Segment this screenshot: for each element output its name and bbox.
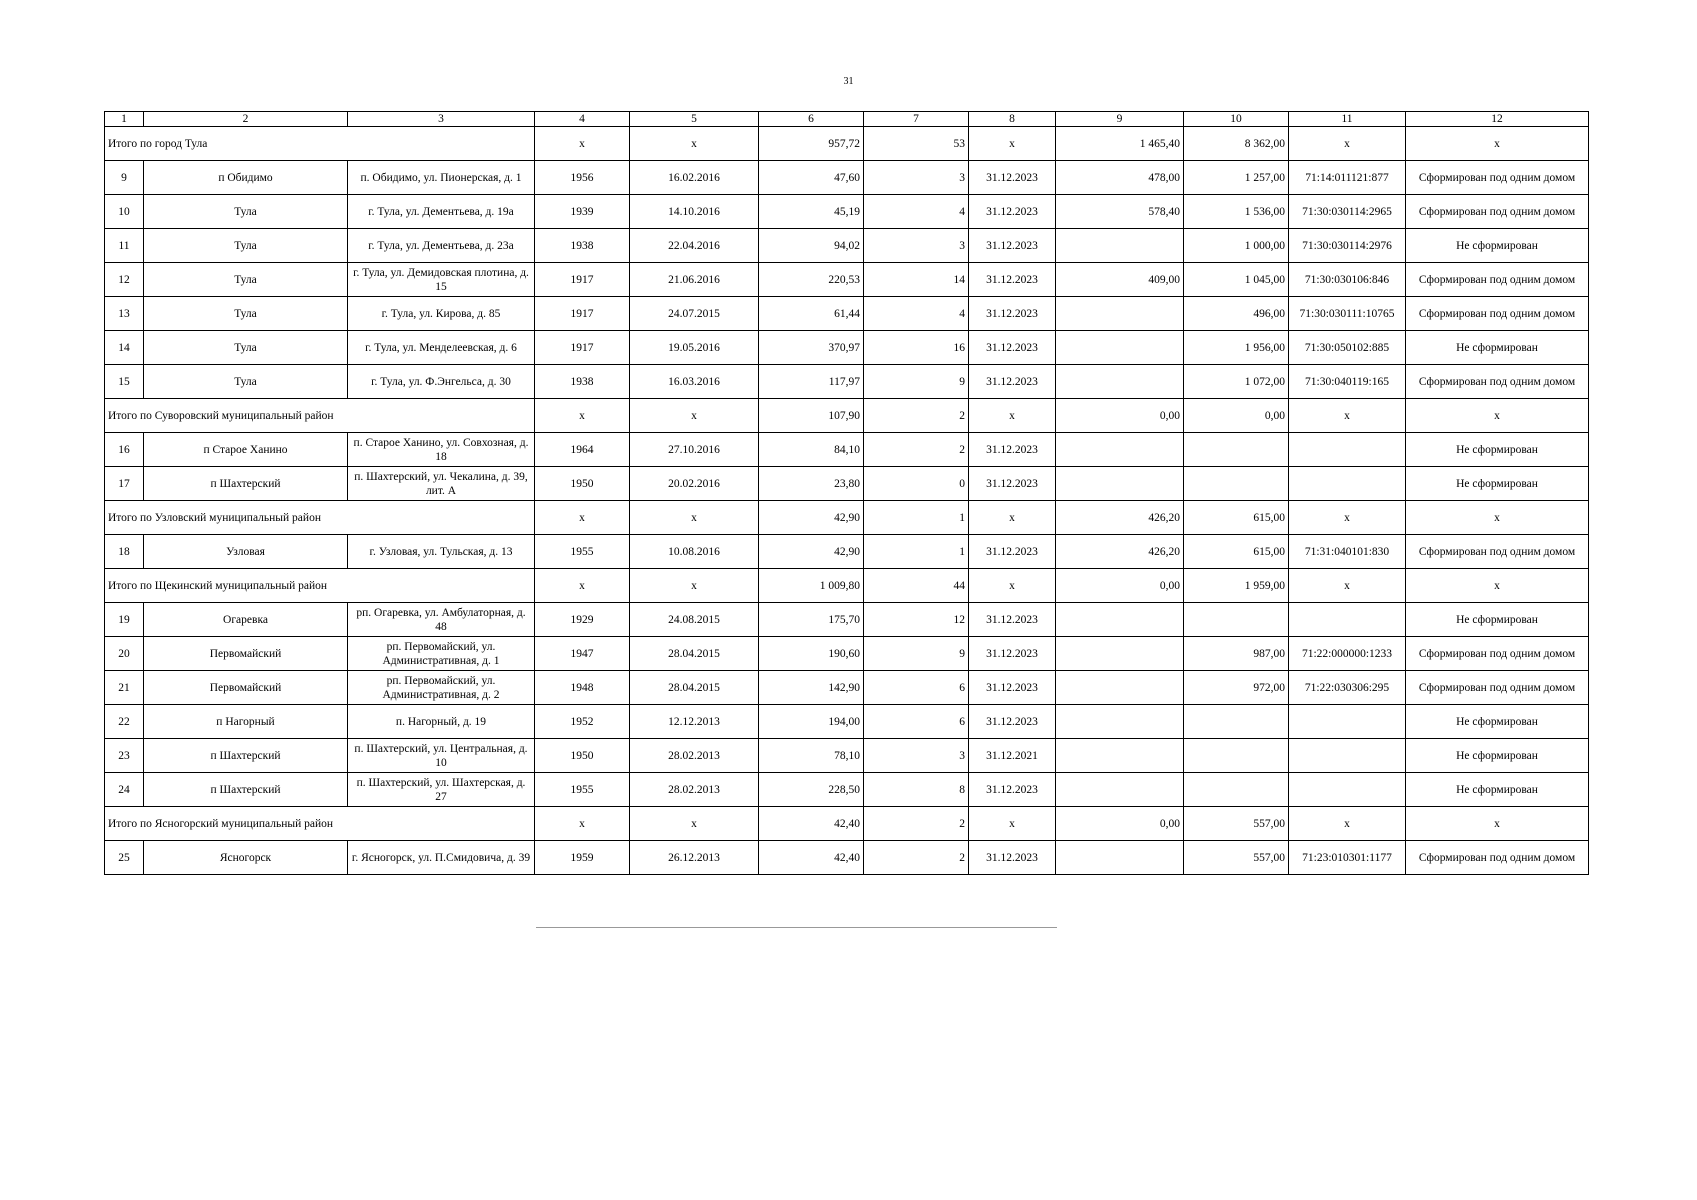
table-cell-c11 xyxy=(1289,705,1406,739)
column-header: 7 xyxy=(864,112,969,127)
table-cell-c2: Первомайский xyxy=(144,637,348,671)
table-cell-c8: х xyxy=(969,807,1056,841)
table-cell-c4: 1938 xyxy=(535,229,630,263)
subtotal-row xyxy=(105,399,1589,433)
table-cell-c9 xyxy=(1056,331,1184,365)
table-cell-c9 xyxy=(1056,297,1184,331)
table-cell-c10: 0,00 xyxy=(1184,399,1289,433)
table-cell-c11: 71:30:030114:2976 xyxy=(1289,229,1406,263)
table-cell-c4: 1959 xyxy=(535,841,630,875)
table-cell-c9: 0,00 xyxy=(1056,399,1184,433)
column-header: 9 xyxy=(1056,112,1184,127)
table-cell-c4: 1947 xyxy=(535,637,630,671)
table-cell-c12: х xyxy=(1406,127,1589,161)
table-cell-c11: 71:22:000000:1233 xyxy=(1289,637,1406,671)
subtotal-label: Итого по Узловский муниципальный район xyxy=(105,501,535,535)
table-cell-c9: 0,00 xyxy=(1056,807,1184,841)
table-cell-c6: 23,80 xyxy=(759,467,864,501)
table-cell-c6: 190,60 xyxy=(759,637,864,671)
table-cell-c10: 615,00 xyxy=(1184,501,1289,535)
table-cell-c9 xyxy=(1056,603,1184,637)
table-cell-c12: Сформирован под одним домом xyxy=(1406,841,1589,875)
table-cell-c4: 1956 xyxy=(535,161,630,195)
table-cell-c7: 0 xyxy=(864,467,969,501)
table-cell-c9: 578,40 xyxy=(1056,195,1184,229)
table-cell-c4: 1955 xyxy=(535,535,630,569)
table-cell-c8: х xyxy=(969,399,1056,433)
table-cell-c1: 23 xyxy=(105,739,144,773)
table-cell-c10: 615,00 xyxy=(1184,535,1289,569)
table-cell-c5: 22.04.2016 xyxy=(630,229,759,263)
table-cell-c11: х xyxy=(1289,807,1406,841)
table-cell-c7: 53 xyxy=(864,127,969,161)
table-cell-c7: 6 xyxy=(864,671,969,705)
table-cell-c8: 31.12.2023 xyxy=(969,229,1056,263)
table-cell-c1: 9 xyxy=(105,161,144,195)
table-cell-c5: х xyxy=(630,399,759,433)
table-cell-c2: п Шахтерский xyxy=(144,467,348,501)
registry-body xyxy=(105,112,1589,875)
table-cell-c11: 71:23:010301:1177 xyxy=(1289,841,1406,875)
table-cell-c3: г. Узловая, ул. Тульская, д. 13 xyxy=(348,535,535,569)
table-cell-c1: 17 xyxy=(105,467,144,501)
table-cell-c12: х xyxy=(1406,569,1589,603)
table-cell-c3: п. Шахтерский, ул. Шахтерская, д. 27 xyxy=(348,773,535,807)
table-cell-c5: 24.08.2015 xyxy=(630,603,759,637)
table-cell-c5: 28.04.2015 xyxy=(630,637,759,671)
table-row xyxy=(105,297,1589,331)
table-cell-c9 xyxy=(1056,739,1184,773)
table-cell-c7: 14 xyxy=(864,263,969,297)
table-cell-c7: 6 xyxy=(864,705,969,739)
table-cell-c7: 2 xyxy=(864,807,969,841)
table-cell-c3: п. Шахтерский, ул. Чекалина, д. 39, лит. А xyxy=(348,467,535,501)
table-row xyxy=(105,841,1589,875)
table-cell-c2: Тула xyxy=(144,331,348,365)
table-cell-c8: х xyxy=(969,501,1056,535)
table-cell-c4: 1950 xyxy=(535,467,630,501)
table-cell-c5: х xyxy=(630,127,759,161)
table-cell-c12: х xyxy=(1406,807,1589,841)
column-header: 5 xyxy=(630,112,759,127)
table-cell-c11: х xyxy=(1289,501,1406,535)
table-cell-c4: 1950 xyxy=(535,739,630,773)
table-cell-c2: Ясногорск xyxy=(144,841,348,875)
table-cell-c1: 25 xyxy=(105,841,144,875)
table-cell-c7: 1 xyxy=(864,535,969,569)
table-cell-c1: 20 xyxy=(105,637,144,671)
table-cell-c10: 557,00 xyxy=(1184,841,1289,875)
column-header: 4 xyxy=(535,112,630,127)
page-number: 31 xyxy=(843,76,854,87)
column-header: 12 xyxy=(1406,112,1589,127)
table-row xyxy=(105,671,1589,705)
table-row xyxy=(105,637,1589,671)
table-row xyxy=(105,705,1589,739)
table-cell-c7: 3 xyxy=(864,161,969,195)
table-row xyxy=(105,535,1589,569)
table-cell-c2: п Нагорный xyxy=(144,705,348,739)
table-cell-c5: 28.04.2015 xyxy=(630,671,759,705)
table-cell-c10 xyxy=(1184,467,1289,501)
table-cell-c10 xyxy=(1184,705,1289,739)
table-cell-c3: г. Ясногорск, ул. П.Смидовича, д. 39 xyxy=(348,841,535,875)
table-cell-c8: 31.12.2023 xyxy=(969,195,1056,229)
table-cell-c7: 4 xyxy=(864,297,969,331)
table-cell-c9: 426,20 xyxy=(1056,535,1184,569)
subtotal-row xyxy=(105,127,1589,161)
table-cell-c6: 1 009,80 xyxy=(759,569,864,603)
table-cell-c8: 31.12.2023 xyxy=(969,161,1056,195)
table-cell-c5: 20.02.2016 xyxy=(630,467,759,501)
table-cell-c12: х xyxy=(1406,399,1589,433)
table-cell-c10: 1 000,00 xyxy=(1184,229,1289,263)
table-cell-c8: 31.12.2023 xyxy=(969,603,1056,637)
subtotal-label: Итого по город Тула xyxy=(105,127,535,161)
table-cell-c8: 31.12.2023 xyxy=(969,671,1056,705)
table-cell-c1: 22 xyxy=(105,705,144,739)
table-cell-c8: 31.12.2023 xyxy=(969,433,1056,467)
table-cell-c2: Огаревка xyxy=(144,603,348,637)
table-cell-c10 xyxy=(1184,433,1289,467)
table-cell-c9 xyxy=(1056,841,1184,875)
table-cell-c6: 61,44 xyxy=(759,297,864,331)
table-cell-c9 xyxy=(1056,433,1184,467)
table-cell-c1: 13 xyxy=(105,297,144,331)
table-cell-c4: 1929 xyxy=(535,603,630,637)
table-cell-c8: 31.12.2023 xyxy=(969,365,1056,399)
table-row xyxy=(105,365,1589,399)
table-cell-c5: 21.06.2016 xyxy=(630,263,759,297)
table-cell-c12: х xyxy=(1406,501,1589,535)
table-cell-c5: 19.05.2016 xyxy=(630,331,759,365)
table-cell-c9: 409,00 xyxy=(1056,263,1184,297)
table-cell-c3: г. Тула, ул. Демидовская плотина, д. 15 xyxy=(348,263,535,297)
table-cell-c4: х xyxy=(535,127,630,161)
table-cell-c11: х xyxy=(1289,569,1406,603)
table-cell-c4: 1952 xyxy=(535,705,630,739)
table-cell-c6: 45,19 xyxy=(759,195,864,229)
table-cell-c8: 31.12.2023 xyxy=(969,705,1056,739)
table-cell-c10: 8 362,00 xyxy=(1184,127,1289,161)
table-cell-c11: 71:30:030111:10765 xyxy=(1289,297,1406,331)
column-header: 6 xyxy=(759,112,864,127)
table-cell-c11: 71:30:030114:2965 xyxy=(1289,195,1406,229)
table-cell-c2: п Шахтерский xyxy=(144,773,348,807)
table-cell-c5: 28.02.2013 xyxy=(630,739,759,773)
table-cell-c1: 21 xyxy=(105,671,144,705)
table-cell-c9: 478,00 xyxy=(1056,161,1184,195)
table-cell-c9 xyxy=(1056,229,1184,263)
table-cell-c1: 24 xyxy=(105,773,144,807)
table-cell-c2: Тула xyxy=(144,365,348,399)
table-cell-c2: Узловая xyxy=(144,535,348,569)
table-cell-c1: 12 xyxy=(105,263,144,297)
table-row xyxy=(105,263,1589,297)
table-cell-c6: 220,53 xyxy=(759,263,864,297)
table-cell-c4: х xyxy=(535,807,630,841)
table-cell-c5: 26.12.2013 xyxy=(630,841,759,875)
table-cell-c7: 2 xyxy=(864,841,969,875)
table-cell-c11: 71:30:050102:885 xyxy=(1289,331,1406,365)
table-cell-c12: Не сформирован xyxy=(1406,705,1589,739)
subtotal-row xyxy=(105,807,1589,841)
table-cell-c4: 1917 xyxy=(535,297,630,331)
table-cell-c10: 1 956,00 xyxy=(1184,331,1289,365)
table-cell-c1: 19 xyxy=(105,603,144,637)
table-cell-c11 xyxy=(1289,739,1406,773)
table-cell-c11: х xyxy=(1289,399,1406,433)
table-cell-c10: 1 072,00 xyxy=(1184,365,1289,399)
table-cell-c8: х xyxy=(969,127,1056,161)
table-cell-c7: 12 xyxy=(864,603,969,637)
table-cell-c11 xyxy=(1289,603,1406,637)
table-cell-c10: 987,00 xyxy=(1184,637,1289,671)
table-cell-c6: 957,72 xyxy=(759,127,864,161)
table-cell-c3: п. Нагорный, д. 19 xyxy=(348,705,535,739)
table-cell-c9 xyxy=(1056,671,1184,705)
table-cell-c7: 44 xyxy=(864,569,969,603)
table-cell-c5: 14.10.2016 xyxy=(630,195,759,229)
table-cell-c9 xyxy=(1056,705,1184,739)
table-cell-c12: Не сформирован xyxy=(1406,467,1589,501)
table-row xyxy=(105,229,1589,263)
table-cell-c10: 1 257,00 xyxy=(1184,161,1289,195)
table-cell-c8: 31.12.2023 xyxy=(969,467,1056,501)
table-cell-c4: 1938 xyxy=(535,365,630,399)
table-cell-c3: г. Тула, ул. Кирова, д. 85 xyxy=(348,297,535,331)
table-cell-c9 xyxy=(1056,773,1184,807)
table-cell-c12: Сформирован под одним домом xyxy=(1406,195,1589,229)
table-cell-c11 xyxy=(1289,467,1406,501)
table-cell-c3: п. Старое Ханино, ул. Совхозная, д. 18 xyxy=(348,433,535,467)
subtotal-label: Итого по Ясногорский муниципальный район xyxy=(105,807,535,841)
table-cell-c7: 9 xyxy=(864,637,969,671)
subtotal-label: Итого по Щекинский муниципальный район xyxy=(105,569,535,603)
table-cell-c11: 71:22:030306:295 xyxy=(1289,671,1406,705)
table-cell-c5: 24.07.2015 xyxy=(630,297,759,331)
table-cell-c2: Первомайский xyxy=(144,671,348,705)
table-cell-c6: 78,10 xyxy=(759,739,864,773)
table-cell-c10 xyxy=(1184,773,1289,807)
table-cell-c1: 14 xyxy=(105,331,144,365)
table-cell-c7: 1 xyxy=(864,501,969,535)
table-cell-c10: 557,00 xyxy=(1184,807,1289,841)
table-cell-c3: г. Тула, ул. Дементьева, д. 23а xyxy=(348,229,535,263)
subtotal-label: Итого по Суворовский муниципальный район xyxy=(105,399,535,433)
table-cell-c8: 31.12.2023 xyxy=(969,773,1056,807)
table-cell-c10: 496,00 xyxy=(1184,297,1289,331)
table-row xyxy=(105,773,1589,807)
table-cell-c7: 3 xyxy=(864,739,969,773)
table-cell-c6: 42,90 xyxy=(759,535,864,569)
table-cell-c11: 71:30:030106:846 xyxy=(1289,263,1406,297)
table-cell-c5: 28.02.2013 xyxy=(630,773,759,807)
table-cell-c6: 42,90 xyxy=(759,501,864,535)
table-cell-c8: 31.12.2023 xyxy=(969,637,1056,671)
column-header: 3 xyxy=(348,112,535,127)
table-cell-c3: рп. Огаревка, ул. Амбулаторная, д. 48 xyxy=(348,603,535,637)
table-cell-c12: Сформирован под одним домом xyxy=(1406,297,1589,331)
table-cell-c10: 1 045,00 xyxy=(1184,263,1289,297)
table-cell-c10: 1 536,00 xyxy=(1184,195,1289,229)
table-row xyxy=(105,161,1589,195)
column-header: 1 xyxy=(105,112,144,127)
table-cell-c5: х xyxy=(630,807,759,841)
table-cell-c7: 8 xyxy=(864,773,969,807)
table-row xyxy=(105,195,1589,229)
table-cell-c6: 47,60 xyxy=(759,161,864,195)
registry-table xyxy=(104,111,1589,875)
table-cell-c12: Сформирован под одним домом xyxy=(1406,263,1589,297)
table-cell-c10 xyxy=(1184,603,1289,637)
table-cell-c1: 11 xyxy=(105,229,144,263)
table-cell-c3: п. Обидимо, ул. Пионерская, д. 1 xyxy=(348,161,535,195)
table-cell-c6: 175,70 xyxy=(759,603,864,637)
table-cell-c11: 71:30:040119:165 xyxy=(1289,365,1406,399)
table-cell-c12: Не сформирован xyxy=(1406,773,1589,807)
table-cell-c5: х xyxy=(630,569,759,603)
table-row xyxy=(105,433,1589,467)
table-cell-c7: 3 xyxy=(864,229,969,263)
table-cell-c2: п Шахтерский xyxy=(144,739,348,773)
table-cell-c4: 1917 xyxy=(535,331,630,365)
table-cell-c11: 71:31:040101:830 xyxy=(1289,535,1406,569)
table-cell-c8: 31.12.2023 xyxy=(969,297,1056,331)
table-cell-c1: 16 xyxy=(105,433,144,467)
table-cell-c3: г. Тула, ул. Ф.Энгельса, д. 30 xyxy=(348,365,535,399)
table-cell-c5: 16.03.2016 xyxy=(630,365,759,399)
table-row xyxy=(105,739,1589,773)
table-cell-c2: п Обидимо xyxy=(144,161,348,195)
table-row xyxy=(105,603,1589,637)
table-cell-c3: рп. Первомайский, ул. Административная, д. 2 xyxy=(348,671,535,705)
table-cell-c9 xyxy=(1056,637,1184,671)
table-cell-c9: 0,00 xyxy=(1056,569,1184,603)
table-cell-c12: Сформирован под одним домом xyxy=(1406,637,1589,671)
table-cell-c11 xyxy=(1289,433,1406,467)
table-cell-c9: 1 465,40 xyxy=(1056,127,1184,161)
table-cell-c3: рп. Первомайский, ул. Административная, д. 1 xyxy=(348,637,535,671)
table-cell-c1: 15 xyxy=(105,365,144,399)
table-cell-c10: 972,00 xyxy=(1184,671,1289,705)
table-cell-c2: Тула xyxy=(144,229,348,263)
table-cell-c1: 10 xyxy=(105,195,144,229)
table-cell-c10: 1 959,00 xyxy=(1184,569,1289,603)
table-cell-c3: п. Шахтерский, ул. Центральная, д. 10 xyxy=(348,739,535,773)
table-cell-c5: 16.02.2016 xyxy=(630,161,759,195)
table-cell-c5: 27.10.2016 xyxy=(630,433,759,467)
table-cell-c4: 1948 xyxy=(535,671,630,705)
subtotal-row xyxy=(105,569,1589,603)
table-cell-c11: 71:14:011121:877 xyxy=(1289,161,1406,195)
table-cell-c7: 2 xyxy=(864,433,969,467)
table-cell-c4: 1964 xyxy=(535,433,630,467)
table-cell-c6: 117,97 xyxy=(759,365,864,399)
table-cell-c8: 31.12.2021 xyxy=(969,739,1056,773)
table-cell-c10 xyxy=(1184,739,1289,773)
table-cell-c9 xyxy=(1056,365,1184,399)
table-cell-c12: Не сформирован xyxy=(1406,229,1589,263)
table-cell-c12: Не сформирован xyxy=(1406,331,1589,365)
table-cell-c3: г. Тула, ул. Менделеевская, д. 6 xyxy=(348,331,535,365)
table-cell-c8: 31.12.2023 xyxy=(969,331,1056,365)
table-cell-c4: х xyxy=(535,501,630,535)
table-cell-c12: Сформирован под одним домом xyxy=(1406,671,1589,705)
table-cell-c6: 42,40 xyxy=(759,807,864,841)
column-header: 11 xyxy=(1289,112,1406,127)
table-cell-c2: Тула xyxy=(144,297,348,331)
table-cell-c12: Не сформирован xyxy=(1406,433,1589,467)
table-row xyxy=(105,467,1589,501)
table-cell-c1: 18 xyxy=(105,535,144,569)
table-cell-c8: 31.12.2023 xyxy=(969,263,1056,297)
table-cell-c3: г. Тула, ул. Дементьева, д. 19а xyxy=(348,195,535,229)
table-cell-c8: х xyxy=(969,569,1056,603)
bottom-divider xyxy=(536,927,1057,928)
table-cell-c12: Не сформирован xyxy=(1406,603,1589,637)
subtotal-row xyxy=(105,501,1589,535)
table-cell-c8: 31.12.2023 xyxy=(969,841,1056,875)
table-cell-c12: Сформирован под одним домом xyxy=(1406,535,1589,569)
table-cell-c2: п Старое Ханино xyxy=(144,433,348,467)
table-cell-c4: 1955 xyxy=(535,773,630,807)
table-cell-c6: 370,97 xyxy=(759,331,864,365)
table-cell-c6: 94,02 xyxy=(759,229,864,263)
table-cell-c7: 2 xyxy=(864,399,969,433)
column-header: 8 xyxy=(969,112,1056,127)
table-cell-c4: х xyxy=(535,569,630,603)
table-cell-c4: х xyxy=(535,399,630,433)
table-cell-c9 xyxy=(1056,467,1184,501)
table-cell-c4: 1939 xyxy=(535,195,630,229)
table-cell-c7: 9 xyxy=(864,365,969,399)
column-header: 10 xyxy=(1184,112,1289,127)
column-number-header-row xyxy=(105,112,1589,127)
table-cell-c5: 12.12.2013 xyxy=(630,705,759,739)
table-cell-c12: Не сформирован xyxy=(1406,739,1589,773)
table-cell-c7: 16 xyxy=(864,331,969,365)
table-cell-c5: 10.08.2016 xyxy=(630,535,759,569)
table-cell-c2: Тула xyxy=(144,195,348,229)
table-cell-c12: Сформирован под одним домом xyxy=(1406,365,1589,399)
table-cell-c11 xyxy=(1289,773,1406,807)
table-row xyxy=(105,331,1589,365)
table-cell-c2: Тула xyxy=(144,263,348,297)
table-cell-c11: х xyxy=(1289,127,1406,161)
table-cell-c4: 1917 xyxy=(535,263,630,297)
table-cell-c6: 84,10 xyxy=(759,433,864,467)
table-cell-c6: 142,90 xyxy=(759,671,864,705)
table-cell-c6: 194,00 xyxy=(759,705,864,739)
table-cell-c6: 42,40 xyxy=(759,841,864,875)
table-cell-c6: 228,50 xyxy=(759,773,864,807)
table-cell-c7: 4 xyxy=(864,195,969,229)
table-cell-c6: 107,90 xyxy=(759,399,864,433)
table-cell-c12: Сформирован под одним домом xyxy=(1406,161,1589,195)
column-header: 2 xyxy=(144,112,348,127)
table-cell-c9: 426,20 xyxy=(1056,501,1184,535)
table-cell-c5: х xyxy=(630,501,759,535)
table-cell-c8: 31.12.2023 xyxy=(969,535,1056,569)
